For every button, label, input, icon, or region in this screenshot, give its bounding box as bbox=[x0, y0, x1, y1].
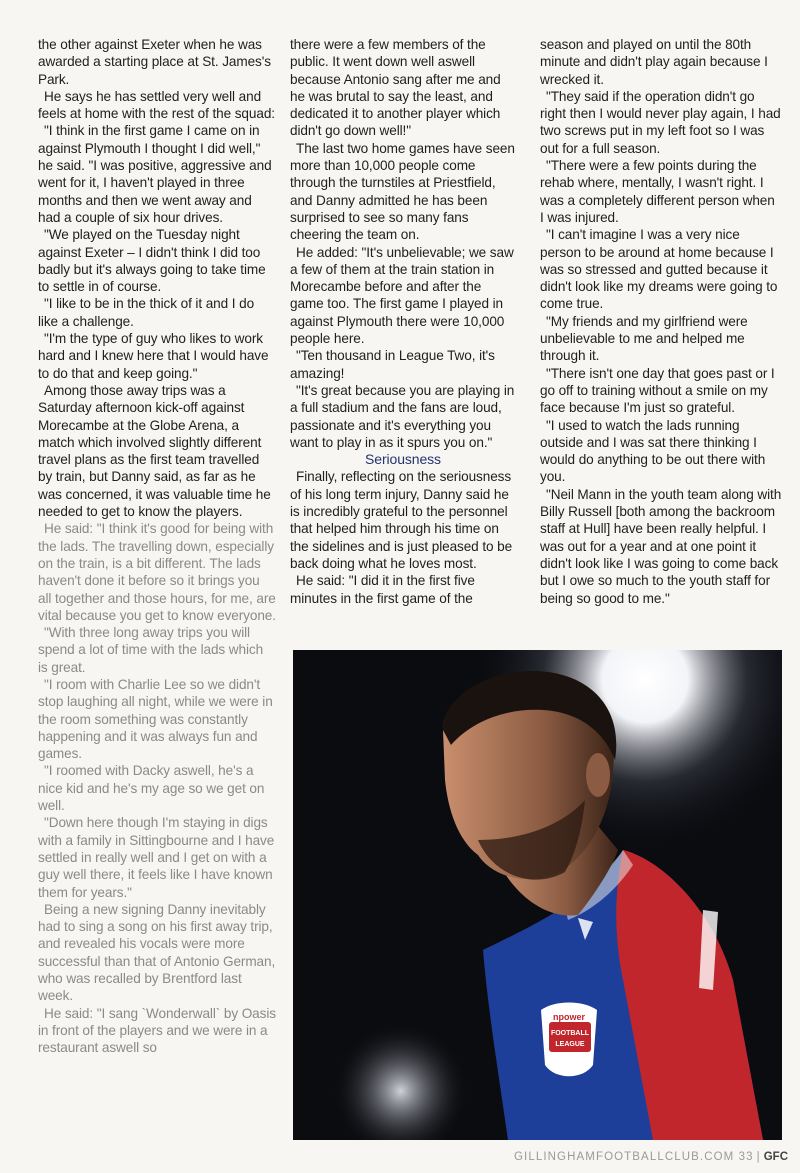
football-league-badge bbox=[541, 1003, 597, 1077]
paragraph: "With three long away trips you will spend a lot of time with the lads which is great. bbox=[38, 625, 264, 675]
paragraph: "I like to be in the thick of it and I do like a challenge. bbox=[38, 296, 255, 329]
club-logo-icon: GFC bbox=[763, 1151, 788, 1163]
paragraph: "It's great because you are playing in a full stadium and the fans are loud, passionate and it's everything you want to play in as it spurs you on." bbox=[290, 382, 515, 450]
paragraph: Being a new signing Danny inevitably had to sing a song on his first away trip, and revealed his vocals were more successful than that of Antonio German, who was recalled by Brentford last week. bbox=[38, 901, 276, 1004]
badge-npower-text: npower bbox=[552, 1012, 586, 1022]
paragraph: "I room with Charlie Lee so we didn't stop laughing all night, while we were in the room something was constantly happening and it was always fun and games. bbox=[38, 676, 273, 762]
paragraph: "My friends and my girlfriend were unbelievable to me and helped me through it. bbox=[540, 313, 748, 364]
paragraph: "Ten thousand in League Two, it's amazing! bbox=[290, 348, 495, 381]
paragraph: "Neil Mann in the youth team along with Billy Russell [both among the backroom staff at Hull] have been really helpful. I was out for a year and at one point it didn't look like I was going to come back but I owe so much to the youth staff for being so good to me." bbox=[540, 486, 782, 606]
badge-football-text: FOOTBALL bbox=[550, 1030, 590, 1037]
paragraph: "There were a few points during the rehab where, mentally, I wasn't right. I was a completely different person when I was injured. bbox=[540, 158, 775, 225]
paragraph: "There isn't one day that goes past or I go off to training without a smile on my face because I'm just so grateful. bbox=[540, 365, 775, 416]
article-column-2-bottom bbox=[290, 468, 516, 606]
badge-league-text: LEAGUE bbox=[555, 1041, 585, 1048]
article-column-2 bbox=[290, 36, 516, 607]
paragraph: the other against Exeter when he was awarded a starting place at St. James's Park. bbox=[38, 37, 271, 87]
paragraph: Among those away trips was a Saturday afternoon kick-off against Morecambe at the Globe Arena, a match which involved slightly different travel plans as the first team travelled by train, but Danny said, as far as he was concerned, it was valuable time he needed to get to know the players. bbox=[38, 382, 271, 520]
page-footer: GILLINGHAMFOOTBALLCLUB.COM 33 | GFC bbox=[514, 1151, 788, 1163]
paragraph: "I roomed with Dacky aswell, he's a nice kid and he's my age so we get on well. bbox=[38, 763, 265, 814]
paragraph: The last two home games have seen more than 10,000 people come through the turnstiles at Priestfield, and Danny admitted he has been surprised to see so many fans cheering the team on. bbox=[290, 140, 515, 243]
paragraph: there were a few members of the public. It went down well aswell because Antonio sang after me and he was brutal to say the least, and dedicated it to another player which didn't go down well!" bbox=[290, 37, 501, 139]
paragraph: He said: "I sang `Wonderwall` by Oasis in front of the players and we were in a restaurant aswell so bbox=[38, 1005, 276, 1056]
article-column-2-top bbox=[290, 36, 516, 451]
paragraph: "I think in the first game I came on in against Plymouth I thought I did well," he said. "I was positive, aggressive and went for it, I haven't played in three months and then we went away and had a couple of six hour drives. bbox=[38, 123, 272, 225]
paragraph: "They said if the operation didn't go right then I would never play again, I had two screws put in my left foot so I was out for a full season. bbox=[540, 88, 781, 156]
footer-site: GILLINGHAMFOOTBALLCLUB.COM bbox=[514, 1151, 735, 1163]
player-photo bbox=[293, 650, 782, 1140]
paragraph: "Down here though I'm staying in digs with a family in Sittingbourne and I have settled in really well and I get on with a guy well there, it feels like I have known them for years." bbox=[38, 815, 275, 900]
paragraph: He said: "I think it's good for being with the lads. The travelling down, especially on the train, is a bit different. The lads haven't done it before so it brings you all together and those hours, for me, are vital because you get to know everyone. bbox=[38, 521, 276, 623]
paragraph: He says he has settled very well and feels at home with the rest of the squad: bbox=[38, 88, 275, 122]
article-column-1 bbox=[38, 36, 276, 1057]
paragraph: Finally, reflecting on the seriousness of his long term injury, Danny said he is incredibly grateful to the personnel that helped him through his time on the sidelines and is just pleased to be back doing what he loves most. bbox=[290, 469, 513, 571]
article-column-3 bbox=[540, 36, 782, 607]
paragraph: season and played on until the 80th minute and didn't play again because I wrecked it. bbox=[540, 37, 768, 87]
paragraph: He added: "It's unbelievable; we saw a few of them at the train station in Morecambe before and after the game too. The first game I played in against Plymouth there were 10,000 people here. bbox=[290, 244, 514, 347]
paragraph: "We played on the Tuesday night against Exeter – I didn't think I did too badly but it's always going to take time to settle in of course. bbox=[38, 227, 266, 295]
paragraph: "I can't imagine I was a very nice person to be around at home because I was so stressed and gutted because it didn't look like my dreams were going to come true. bbox=[540, 227, 778, 312]
paragraph: He said: "I did it in the first five minutes in the first game of the bbox=[290, 573, 475, 606]
subheading-seriousness: Seriousness bbox=[365, 451, 441, 468]
paragraph: "I used to watch the lads running outside and I was sat there thinking I would do anything to be out there with you. bbox=[540, 417, 766, 485]
paragraph: "I'm the type of guy who likes to work hard and I knew here that I would have to do that and keep going." bbox=[38, 331, 269, 381]
footer-page-number: 33 bbox=[738, 1151, 754, 1163]
player-photo-illustration bbox=[293, 650, 782, 1140]
